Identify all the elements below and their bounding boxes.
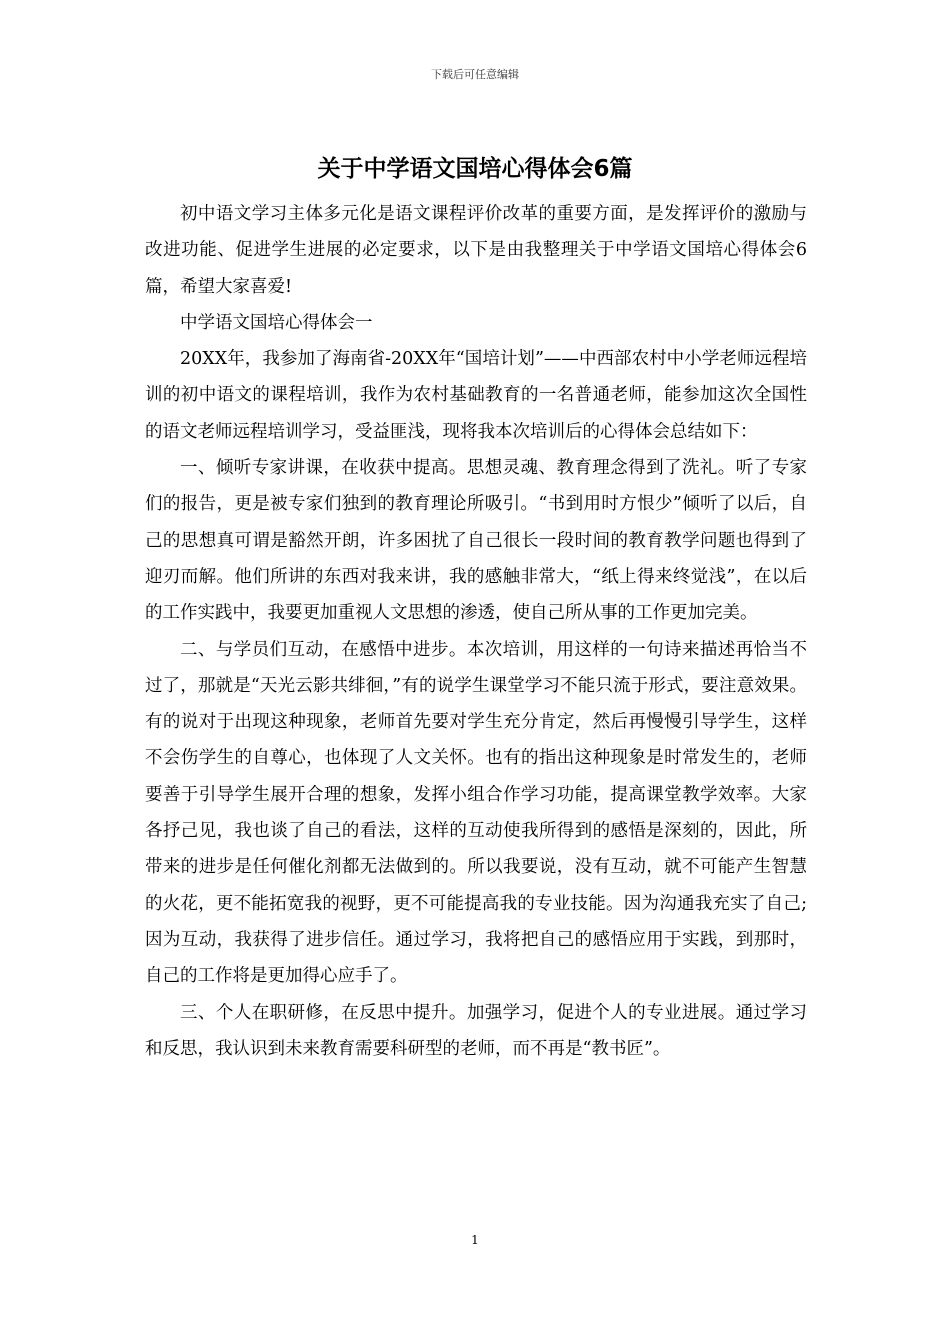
paragraph: 20XX年，我参加了海南省-20XX年“国培计划”——中西部农村中小学老师远程培训的初中语文的课程培训，我作为农村基础教育的一名普通老师，能参加这次全国性的语文老师远程培训学习，受益匪浅，现将我本次培训后的心得体会总结如下：: [145, 349, 807, 442]
page-header: 下载后可任意编辑: [431, 68, 519, 81]
document-body: [145, 196, 807, 1067]
document-title: 关于中学语文国培心得体会6篇: [317, 156, 633, 182]
page-number: 1: [471, 1233, 479, 1247]
paragraph-intro: 初中语文学习主体多元化是语文课程评价改革的重要方面，是发挥评价的激励与改进功能、促进学生进展的必定要求，以下是由我整理关于中学语文国培心得体会6篇，希望大家喜爱!: [145, 204, 807, 297]
paragraph-section-heading: 中学语文国培心得体会一: [180, 312, 373, 333]
paragraph: 三、个人在职研修，在反思中提升。加强学习，促进个人的专业进展。通过学习和反思，我认识到未来教育需要科研型的老师，而不再是“教书匠”。: [145, 1002, 807, 1059]
paragraph: 一、倾听专家讲课，在收获中提高。思想灵魂、教育理念得到了洗礼。听了专家们的报告，更是被专家们独到的教育理论所吸引。“书到用时方恨少”倾听了以后，自己的思想真可谓是豁然开朗，许多困扰了自己很长一段时间的教育教学问题也得到了迎刃而解。他们所讲的东西对我来讲，我的感触非常大，“纸上得来终觉浅”，在以后的工作实践中，我要更加重视人文思想的渗透，使自己所从事的工作更加完美。: [145, 458, 807, 624]
paragraph: 二、与学员们互动，在感悟中进步。本次培训，用这样的一句诗来描述再恰当不过了，那就是“天光云影共绯徊，”有的说学生课堂学习不能只流于形式，要注意效果。有的说对于出现这种现象，老师首先要对学生充分肯定，然后再慢慢引导学生，这样不会伤学生的自尊心，也体现了人文关怀。也有的指出这种现象是时常发生的，老师要善于引导学生展开合理的想象，发挥小组合作学习功能，提高课堂教学效率。大家各抒己见，我也谈了自己的看法，这样的互动使我所得到的感悟是深刻的，因此，所带来的进步是任何催化剂都无法做到的。所以我要说，没有互动，就不可能产生智慧的火花，更不能拓宽我的视野，更不可能提高我的专业技能。因为沟通我充实了自己;因为互动，我获得了进步信任。通过学习，我将把自己的感悟应用于实践，到那时，自己的工作将是更加得心应手了。: [145, 639, 807, 987]
